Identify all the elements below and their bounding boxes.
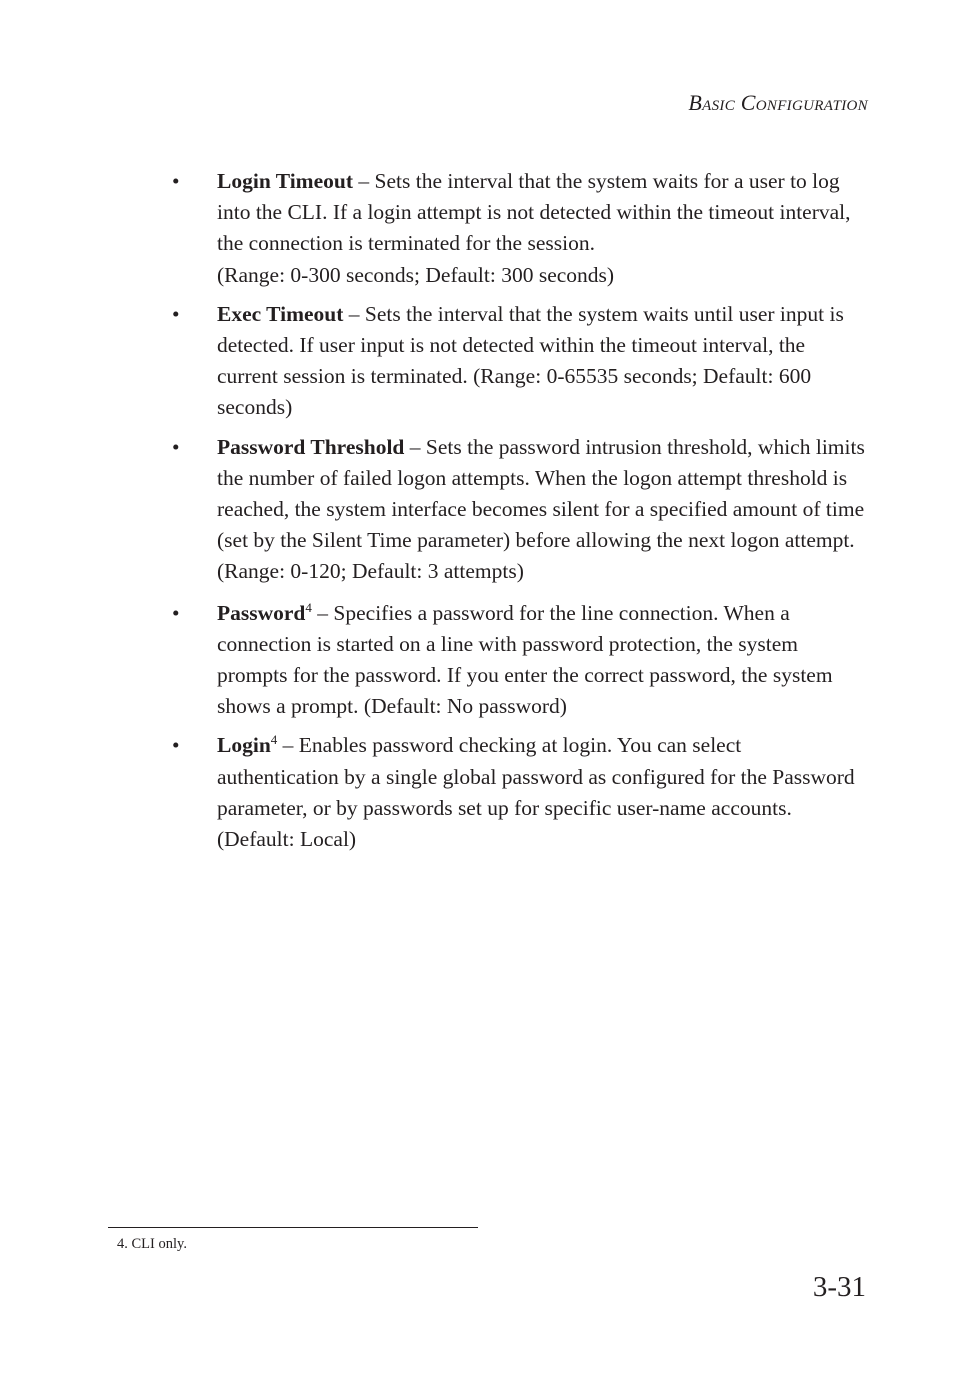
- footnote-divider: [108, 1227, 478, 1228]
- range-note: (Range: 0-300 seconds; Default: 300 seconds): [217, 262, 615, 287]
- term-description: – Enables password checking at login. You can select authentication by a single global password as configured for the Password parameter, or by passwords set up for specific user-name accounts. (Default: Local): [217, 733, 855, 852]
- bullet-icon: •: [172, 600, 180, 625]
- term-label: Password: [217, 600, 306, 625]
- term-label: Login Timeout: [217, 169, 354, 193]
- page-number: 3-31: [812, 1271, 866, 1303]
- bullet-icon: •: [172, 434, 180, 459]
- list-item-password: [170, 598, 866, 723]
- term-description: – Sets the interval that the system waits for a user to log into the CLI. If a login attempt is not detected within the timeout interval, the connection is terminated for the session.: [217, 169, 851, 256]
- list-item-exec-timeout: [170, 299, 866, 424]
- bullet-icon: •: [172, 301, 180, 326]
- term-description: – Sets the interval that the system waits until user input is detected. If user input is not detected within the timeout interval, the current session is terminated. (Range: 0-65535 seconds; Default: 600 seconds): [217, 301, 844, 420]
- footnote: 4. CLI only.: [117, 1236, 187, 1252]
- parameter-list: [170, 166, 866, 863]
- footnote-reference: 4: [305, 599, 312, 615]
- term-label: Exec Timeout: [217, 301, 344, 326]
- bullet-icon: •: [172, 733, 180, 758]
- list-item-password-threshold: [170, 432, 866, 588]
- term-description: – Sets the password intrusion threshold, which limits the number of failed logon attempts. When the logon attempt threshold is reached, the system interface becomes silent for a specified amount of time (set by the Silent Time parameter) before allowing the next logon attempt. (Range: 0-120; Default: 3 attempts): [217, 434, 865, 584]
- bullet-icon: •: [172, 169, 180, 193]
- term-label: Password Threshold: [217, 434, 405, 459]
- term-label: Login: [217, 733, 271, 758]
- list-item-login: [170, 730, 866, 855]
- list-item-login-timeout: [170, 166, 866, 291]
- footnote-reference: 4: [270, 732, 278, 748]
- term-description: – Specifies a password for the line connection. When a connection is started on a line with password protection, the system prompts for the password. If you enter the correct password, the system shows a prompt. (Default: No password): [217, 600, 833, 719]
- running-header: Basic Configuration: [688, 90, 868, 115]
